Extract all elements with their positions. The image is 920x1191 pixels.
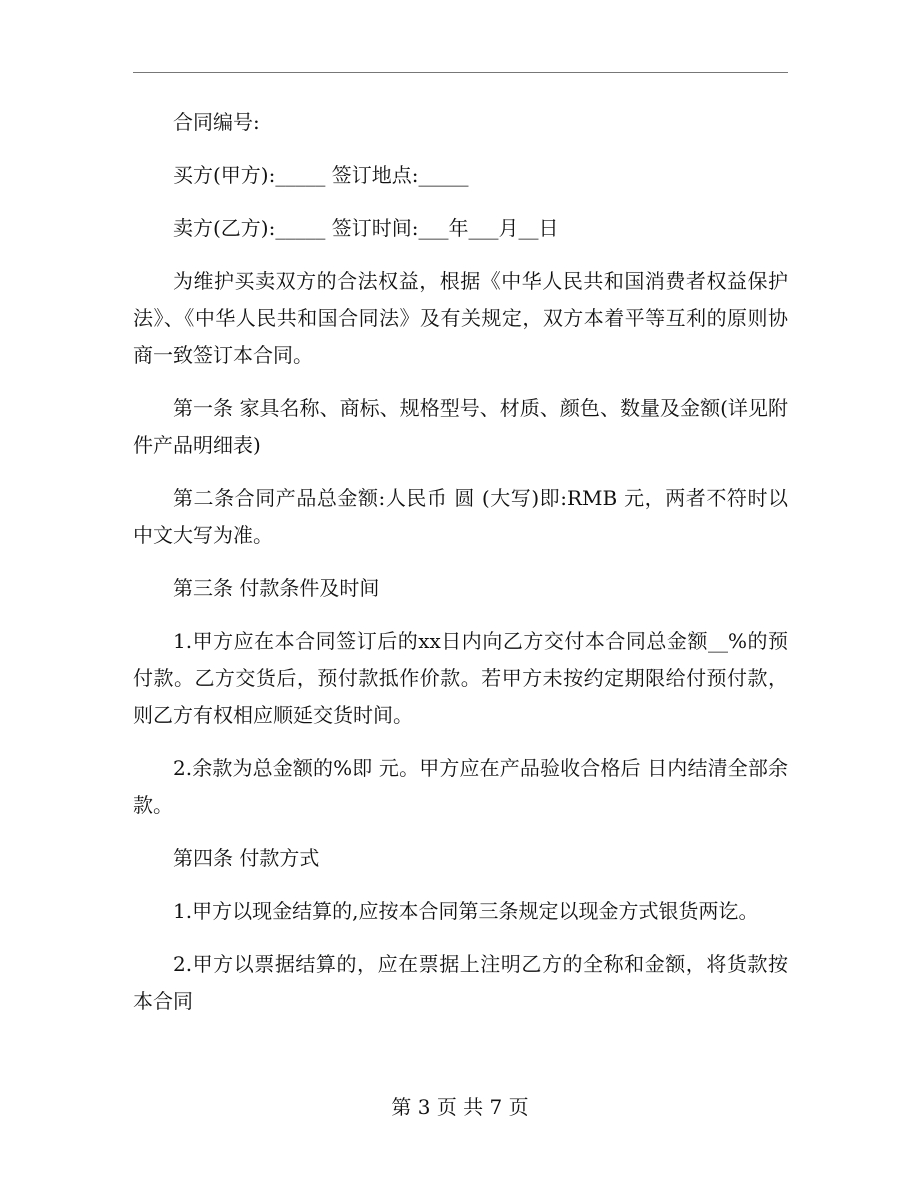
article-1: 第一条 家具名称、商标、规格型号、材质、颜色、数量及金额(详见附件产品明细表) — [133, 396, 788, 457]
article-4-heading: 第四条 付款方式 — [173, 846, 320, 870]
contract-number: 合同编号: — [173, 110, 260, 134]
article-3-item-2: 2.余款为总金额的%即 元。甲方应在产品验收合格后 日内结清全部余款。 — [133, 756, 788, 817]
document-body — [133, 104, 788, 1036]
header-divider — [133, 72, 788, 73]
article-4-item-1: 1.甲方以现金结算的,应按本合同第三条规定以现金方式银货两讫。 — [173, 899, 759, 923]
article-4-item-2: 2.甲方以票据结算的，应在票据上注明乙方的全称和金额，将货款按本合同 — [133, 952, 788, 1013]
page-indicator: 第 3 页 共 7 页 — [391, 1095, 529, 1119]
seller-line: 卖方(乙方):_____ 签订时间:___年___月__日 — [173, 216, 559, 240]
article-3-heading: 第三条 付款条件及时间 — [173, 576, 380, 600]
buyer-line: 买方(甲方):_____ 签订地点:_____ — [173, 163, 469, 187]
preamble-paragraph: 为维护买卖双方的合法权益，根据《中华人民共和国消费者权益保护法》、《中华人民共和国合同法》及有关规定，双方本着平等互利的原则协商一致签订本合同。 — [133, 269, 788, 367]
article-2: 第二条合同产品总金额:人民币 圆 (大写)即:RMB 元，两者不符时以中文大写为准。 — [133, 486, 788, 547]
article-3-item-1: 1.甲方应在本合同签订后的xx日内向乙方交付本合同总金额__%的预付款。乙方交货后，预付款抵作价款。若甲方未按约定期限给付预付款，则乙方有权相应顺延交货时间。 — [133, 629, 788, 727]
